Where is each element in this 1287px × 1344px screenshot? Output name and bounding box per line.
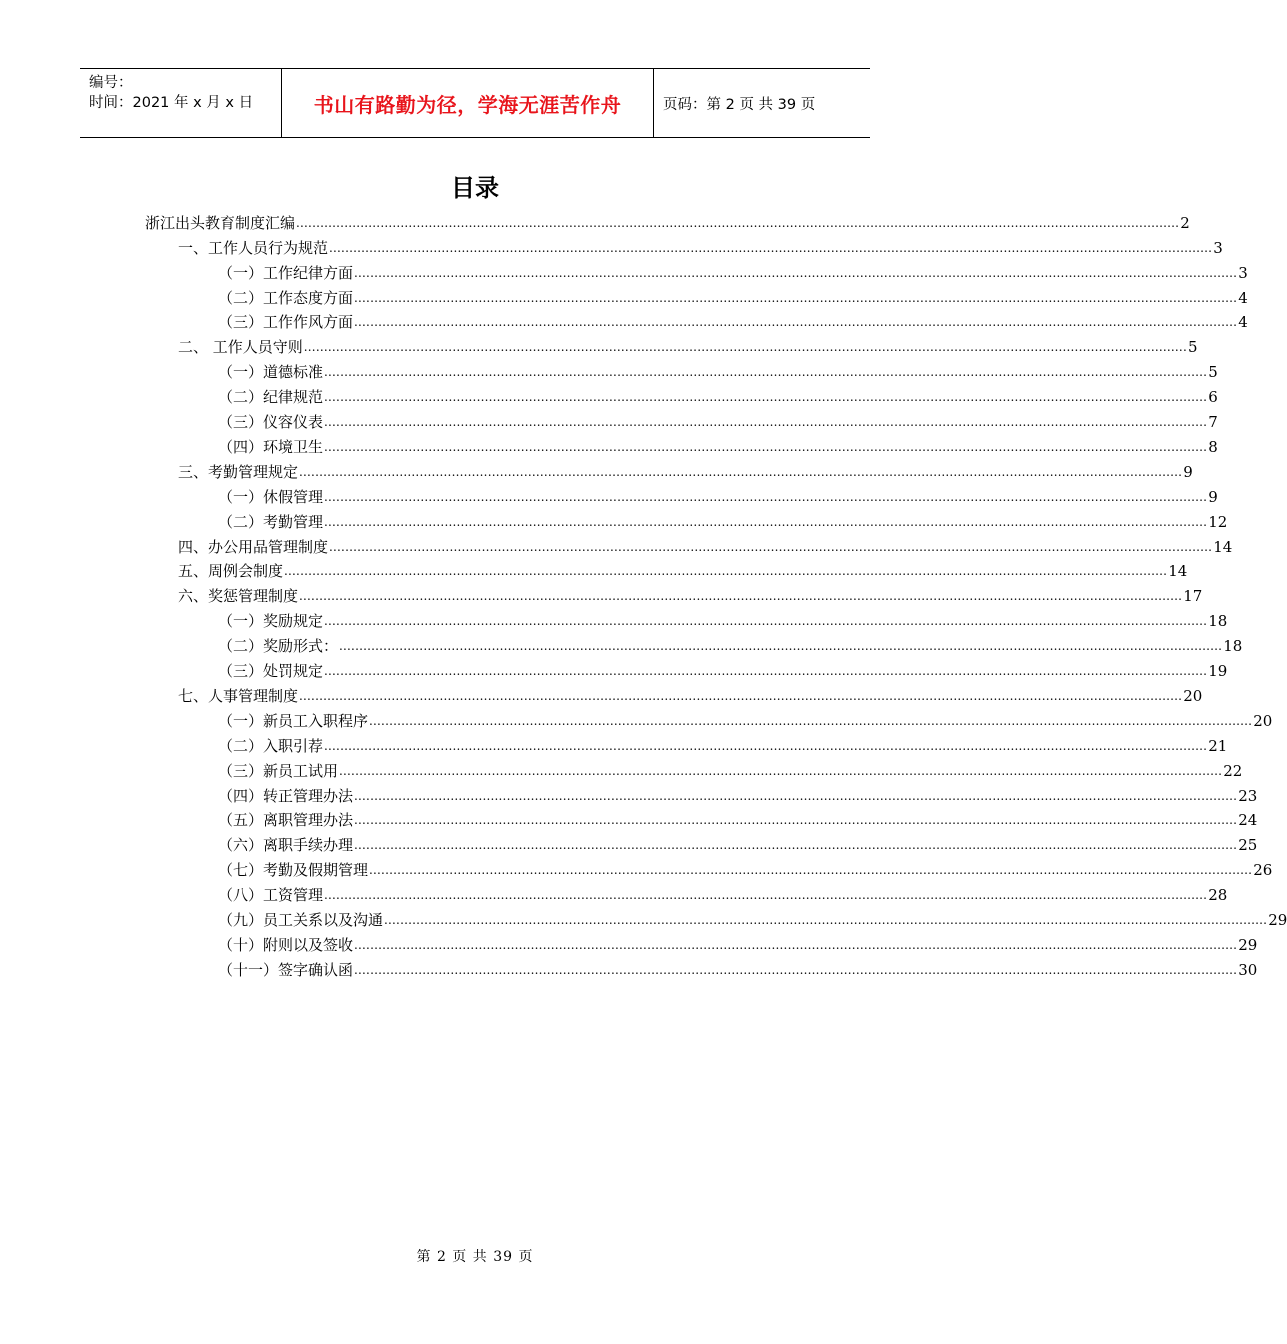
toc-entry-page: 14 [1213,537,1233,556]
toc-leader-dots: ............................................................................................................................................................................................................................ [354,788,1238,803]
toc-leader-dots: ............................................................................................................................................................................................................................ [324,365,1208,380]
toc-entry[interactable] [218,308,1248,333]
header-meta [80,69,281,137]
toc-entry[interactable] [218,656,1228,681]
toc-entry[interactable] [218,955,1258,980]
toc-leader-dots: ............................................................................................................................................................................................................................ [299,464,1183,479]
toc-entry[interactable] [218,382,1218,407]
toc-entry-label: 四、办公用品管理制度 [178,537,329,556]
toc-entry-label: （十）附则以及签收 [218,935,354,954]
toc-leader-dots: ............................................................................................................................................................................................................................ [324,489,1208,504]
toc-leader-dots: ............................................................................................................................................................................................................................ [324,439,1208,454]
page-header [80,68,870,138]
toc-entry-page: 29 [1238,935,1258,954]
toc-entry-page: 5 [1187,338,1198,357]
toc-entry[interactable] [145,208,1190,233]
toc-entry-page: 25 [1238,836,1258,855]
toc-entry-label: （二）奖励形式： [218,637,339,656]
toc-entry[interactable] [218,706,1273,731]
toc-entry-page: 30 [1238,960,1258,979]
toc-entry-page: 19 [1208,662,1228,681]
toc-entry[interactable] [218,806,1258,831]
toc-entry-label: （三）工作作风方面 [218,313,354,332]
toc-entry-page: 2 [1180,213,1190,232]
toc-entry[interactable] [218,507,1228,532]
toc-leader-dots: ............................................................................................................................................................................................................................ [284,564,1168,579]
toc-entry-label: 二、 工作人员守则 [178,338,303,357]
toc-entry[interactable] [218,258,1248,283]
toc-entry-page: 9 [1208,487,1218,506]
toc-leader-dots: ............................................................................................................................................................................................................................ [354,838,1238,853]
toc-leader-dots: ............................................................................................................................................................................................................................ [384,913,1268,928]
toc-entry[interactable] [218,606,1228,631]
toc-leader-dots: ............................................................................................................................................................................................................................ [296,215,1180,230]
toc-entry-page: 4 [1238,288,1248,307]
toc-entry[interactable] [218,756,1243,781]
toc-entry[interactable] [218,831,1258,856]
toc-entry-page: 28 [1208,886,1228,905]
header-time-label: 时间：2021 年 x 月 x 日 [89,95,254,111]
toc-entry-page: 12 [1208,512,1228,531]
toc-entry-page: 20 [1253,711,1273,730]
toc-entry[interactable] [218,855,1273,880]
toc-leader-dots: ............................................................................................................................................................................................................................ [329,539,1213,554]
toc-entry-page: 22 [1223,761,1243,780]
toc-entry-label: （十一）签字确认函 [218,960,354,979]
toc-entry[interactable] [218,731,1228,756]
toc-entry-label: （二）纪律规范 [218,388,324,407]
header-number-label: 编号： [89,75,133,91]
toc-entry-label: （二）考勤管理 [218,512,324,531]
toc-leader-dots: ............................................................................................................................................................................................................................ [324,664,1208,679]
toc-entry-label: （九）员工关系以及沟通 [218,911,384,930]
toc-entry-label: 三、考勤管理规定 [178,462,299,481]
toc-entry-page: 18 [1208,612,1228,631]
toc-entry-page: 14 [1168,562,1188,581]
toc-entry-label: （一）奖励规定 [218,612,324,631]
toc-entry-page: 18 [1223,637,1243,656]
toc-leader-dots: ............................................................................................................................................................................................................................ [324,614,1208,629]
toc-leader-dots: ............................................................................................................................................................................................................................ [329,240,1213,255]
toc-entry[interactable] [178,457,1193,482]
toc-entry-label: （四）转正管理办法 [218,786,354,805]
toc-entry[interactable] [218,357,1218,382]
toc-entry-label: （一）道德标准 [218,363,324,382]
toc-leader-dots: ............................................................................................................................................................................................................................ [303,340,1187,355]
toc-leader-dots: ............................................................................................................................................................................................................................ [324,514,1208,529]
toc-entry[interactable] [218,482,1218,507]
toc-entry[interactable] [218,880,1228,905]
toc-title: 目录 [451,174,499,202]
toc-entry[interactable] [218,930,1258,955]
toc-entry-label: （三）处罚规定 [218,662,324,681]
toc-entry-page: 3 [1238,263,1248,282]
toc-leader-dots: ............................................................................................................................................................................................................................ [299,688,1183,703]
toc-entry[interactable] [218,631,1243,656]
toc-entry-page: 8 [1208,437,1218,456]
toc-entry[interactable] [178,582,1203,607]
header-page-info: 页码：第 2 页 共 39 页 [663,96,816,113]
toc-entry-page: 4 [1238,313,1248,332]
toc-entry-label: （一）休假管理 [218,487,324,506]
toc-leader-dots: ............................................................................................................................................................................................................................ [324,888,1208,903]
toc-entry-label: 七、人事管理制度 [178,686,299,705]
toc-entry[interactable] [218,407,1218,432]
toc-entry-page: 29 [1268,911,1287,930]
toc-entry-label: （三）仪容仪表 [218,413,324,432]
toc-entry-page: 20 [1183,686,1203,705]
toc-entry[interactable] [218,781,1258,806]
toc-entry-label: （三）新员工试用 [218,761,339,780]
toc-leader-dots: ............................................................................................................................................................................................................................ [354,315,1238,330]
page-footer: 第 2 页 共 39 页 [416,1249,534,1265]
toc-entry-label: （五）离职管理办法 [218,811,354,830]
toc-entry[interactable] [178,681,1203,706]
toc-entry-label: （七）考勤及假期管理 [218,861,369,880]
toc-entry[interactable] [178,532,1233,557]
header-motto: 书山有路勤为径，学海无涯苦作舟 [281,69,654,137]
toc-leader-dots: ............................................................................................................................................................................................................................ [324,738,1208,753]
toc-entry-page: 26 [1253,861,1273,880]
toc-entry[interactable] [218,432,1218,457]
toc-entry-page: 23 [1238,786,1258,805]
toc-entry-page: 3 [1213,238,1223,257]
toc-leader-dots: ............................................................................................................................................................................................................................ [369,713,1253,728]
toc-entry-page: 17 [1183,587,1203,606]
toc-leader-dots: ............................................................................................................................................................................................................................ [324,390,1208,405]
toc-entry-label: （八）工资管理 [218,886,324,905]
toc-entry-page: 6 [1208,388,1218,407]
toc-entry-page: 21 [1208,736,1228,755]
toc-entry[interactable] [218,905,1287,930]
toc-entry-label: （六）离职手续办理 [218,836,354,855]
toc-leader-dots: ............................................................................................................................................................................................................................ [354,813,1238,828]
toc-entry-page: 9 [1183,462,1193,481]
toc-leader-dots: ............................................................................................................................................................................................................................ [339,763,1223,778]
toc-entry-label: （二）工作态度方面 [218,288,354,307]
toc-entry-page: 5 [1208,363,1218,382]
toc-entry-page: 24 [1238,811,1258,830]
toc-entry-label: （一）新员工入职程序 [218,711,369,730]
toc-entry-label: 一、工作人员行为规范 [178,238,329,257]
toc-entry[interactable] [178,233,1223,258]
toc-entry-label: 六、奖惩管理制度 [178,587,299,606]
toc-entry[interactable] [178,333,1198,358]
toc-entry-label: 浙江出头教育制度汇编 [145,213,296,232]
toc-entry-label: （四）环境卫生 [218,437,324,456]
toc-entry-label: （二）入职引荐 [218,736,324,755]
toc-entry-label: （一）工作纪律方面 [218,263,354,282]
toc-leader-dots: ............................................................................................................................................................................................................................ [354,290,1238,305]
toc-entry[interactable] [218,283,1248,308]
toc-leader-dots: ............................................................................................................................................................................................................................ [354,265,1238,280]
toc-entry-page: 7 [1208,413,1218,432]
toc-leader-dots: ............................................................................................................................................................................................................................ [339,639,1223,654]
toc-leader-dots: ............................................................................................................................................................................................................................ [299,589,1183,604]
toc-leader-dots: ............................................................................................................................................................................................................................ [324,415,1208,430]
toc-leader-dots: ............................................................................................................................................................................................................................ [354,937,1238,952]
toc-entry-label: 五、周例会制度 [178,562,284,581]
toc-leader-dots: ............................................................................................................................................................................................................................ [354,962,1238,977]
toc-leader-dots: ............................................................................................................................................................................................................................ [369,863,1253,878]
toc-entry[interactable] [178,557,1188,582]
